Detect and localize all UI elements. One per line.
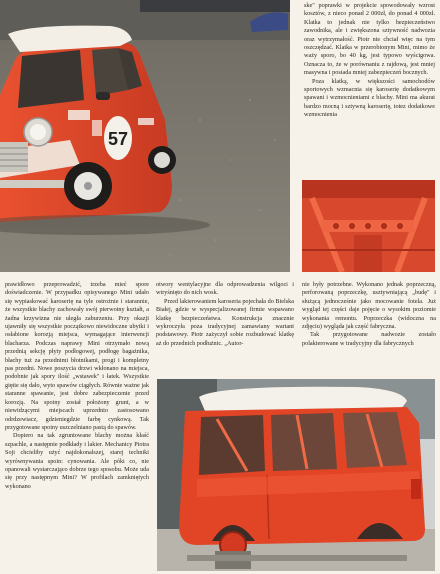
paragraph: Tak przygotowane nadwozie zostało polakierowane w tradycyjny dla fabrycznych: [302, 331, 436, 347]
paragraph: Przed lakierowaniem karoseria pojechała do Bielska Białej, gdzie w wyspecjalizowanej firmie wspawano klatkę bezpieczeństwa. Konstrukcja znacznie wykroczyła poza tradycyjnej zamawiany wariant podstawowy. Piotr zażyczył sobie rozbudować klatkę aż do przednich podłużnic. „Autor-: [156, 297, 294, 347]
paragraph: Dopiero na tak zgruntowane blachy można kłaść szpachle, a następnie podkłady i lakier. Mechanicy Piotra Soji chcieliby użyć najdokonalszej, starej techniki wyrównywania spoin: cynowania. Ale póki co, nie opanowali wystarczająco dobrze tego sposobu. Może uda się przy następnym Mini? W profilach zamkniętych wykonano: [5, 432, 149, 490]
painted-shell-photo: [157, 379, 435, 571]
paragraph: nie były potrzebne. Wykonano jednak poprzeczną, perforowaną poprzeczkę, usztywniającą „budę" i służącą jednocześnie jako mocowanie fotela. Już wygląd tej części daje pojęcie o wysokim poziomie wykonania remontu. Poprzeczka (widoczna na zdjęciu) wygląda jak część fabryczna.: [302, 281, 436, 331]
car-number-text: 57: [107, 129, 129, 149]
paragraph: prawidłowo przeprowadzić, trzeba mieć spore doświadczenie. W przypadku opisywanego Mini udało się wypiaskować karoserię na tyle ostrożnie i starannie, że wszystkie blachy zachowały swój pierwotny kształt, a żadna krzywizna nie uległa zaburzeniu. Przy okazji ujawniły się wszystkie początkowo niewidoczne ubytki i osłabione korozją miejsca, wymagające interwencji blacharza. Podczas naprawy Mini otrzymało nową przednią sekcję płyty podłogowej, podłogę bagażnika, błachy tuż za przednimi błotnikami, progi i kompletny pas przedni. Nowe poszycia drzwi wkłonano na miejsca, podobnie jak spory ilość „wstawek" i łatek. Wszystkie giętie się dało, wyto spawów ciągłych. Równie ważne jak staranne spawanie, jest dobre zabezpieczenie przed korozją. Na spoiny został położony grunt, a w niewidzącymi miejscach uprzednio zastosowano odrdzewiacz, gdzieniegdzie farbę cynkową. Tak przygotowane spoiny uszczelniano pastą do spawów.: [5, 281, 149, 431]
paragraph: Poza klatką, w większości samochodów sportowych wzmacnia się karoserię dodatkowym spawani i wzmocnieniami z blachy. Mini ma akurat bardzo mocną i sztywną karoserię, totez dodatkowe wzmocnienia: [304, 77, 435, 119]
article-column-top-right: [304, 2, 435, 120]
interior-cage-photo: [302, 180, 435, 272]
paragraph: ske" poprawki w projekcie spowodowały wzrost kosztów, z nieco ponad 2 000zł, do ponad 4 000zł. Klatka to jednak nie tylko bezpieczeństwo zawodnika, ale i zwiększona sztywność nadwozia oraz wytrzymałość. Piotr nie chciał więc na tym oszczędzać. Klatka w przerobionym Mini, mimo że waży sporo, bo 40 kg, jest typowo wyścigowa. Oznacza to, że w porównaniu z rajdową, jest mniej masywna i posiada mniej zabezpieczeń bocznych.: [304, 2, 435, 77]
article-column-left: [5, 281, 149, 491]
article-column-middle: [156, 281, 294, 348]
rally-mini-photo: [0, 0, 290, 272]
paragraph: otwory wentylacyjne dla odprowadzenia wilgoci i wtryśnięto do nich wosk.: [156, 281, 294, 297]
article-column-right: [302, 281, 436, 348]
